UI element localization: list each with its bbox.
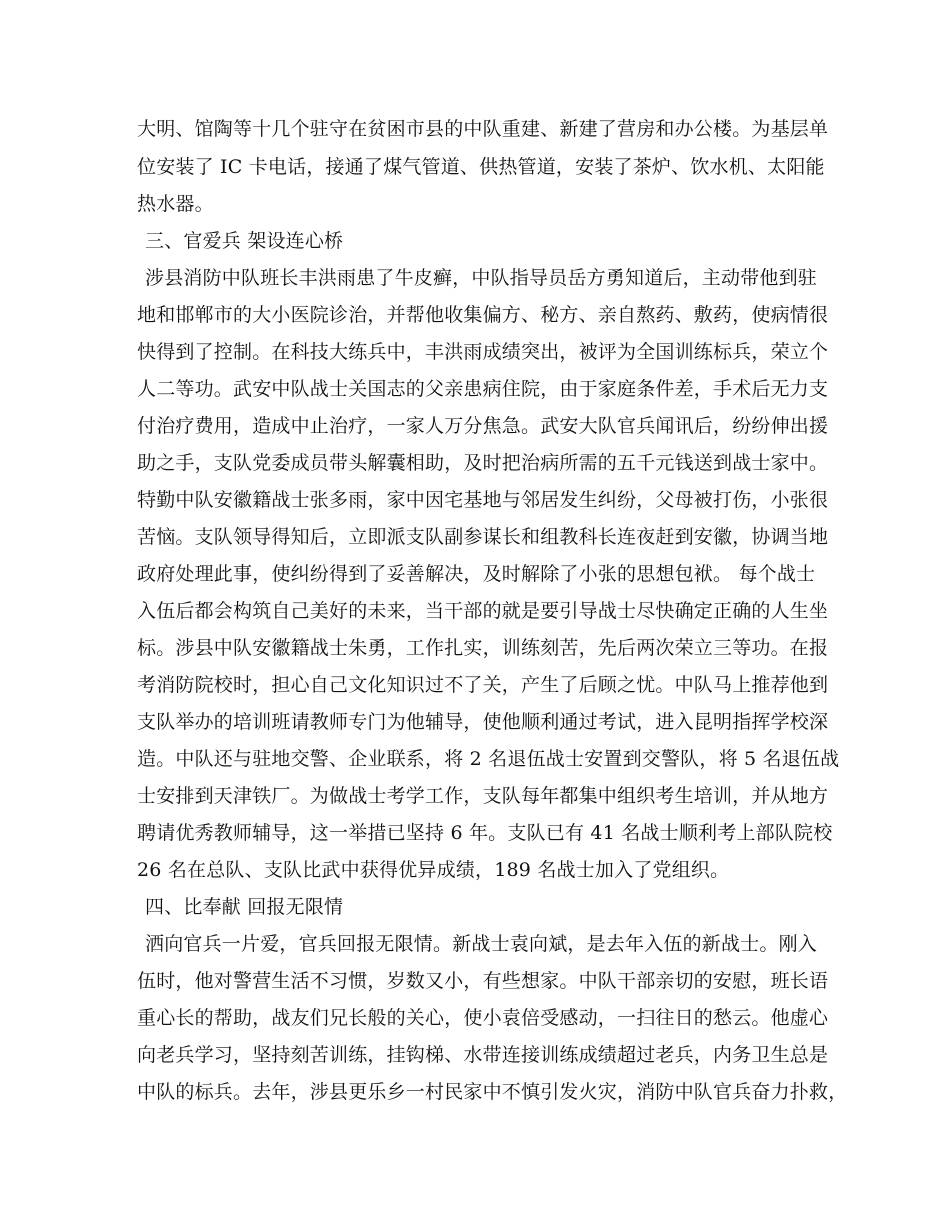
paragraph-line: 涉县消防中队班长丰洪雨患了牛皮癣，中队指导员岳方勇知道后，主动带他到驻 (145, 267, 818, 289)
paragraph-line: 热水器。 (137, 193, 214, 215)
paragraph-line: 考消防院校时，担心自己文化知识过不了关，产生了后顾之忧。中队马上推荐他到 (137, 674, 829, 696)
paragraph-line: 大明、馆陶等十几个驻守在贫困市县的中队重建、新建了营房和办公楼。为基层单 (137, 118, 829, 140)
paragraph-line: 特勤中队安徽籍战士张多雨，家中因宅基地与邻居发生纠纷，父母被打伤，小张很 (137, 489, 829, 511)
paragraph-line: 标。涉县中队安徽籍战士朱勇，工作扎实，训练刻苦，先后两次荣立三等功。在报 (137, 637, 829, 659)
section-heading: 三、官爱兵 架设连心桥 (145, 230, 344, 252)
paragraph-line: 人二等功。武安中队战士关国志的父亲患病住院，由于家庭条件差，手术后无力支 (137, 378, 829, 400)
paragraph-line: 苦恼。支队领导得知后，立即派支队副参谋长和组教科长连夜赶到安徽，协调当地 (137, 526, 829, 548)
paragraph-line: 地和邯郸市的大小医院诊治，并帮他收集偏方、秘方、亲自熬药、敷药，使病情很 (137, 304, 829, 326)
paragraph-line: 士安排到天津铁厂。为做战士考学工作，支队每年都集中组织考生培训，并从地方 (137, 785, 829, 807)
paragraph-line: 付治疗费用，造成中止治疗，一家人万分焦急。武安大队官兵闻讯后，纷纷伸出援 (137, 415, 829, 437)
section-heading: 四、比奉献 回报无限情 (145, 896, 344, 918)
paragraph-line: 洒向官兵一片爱，官兵回报无限情。新战士袁向斌，是去年入伍的新战士。刚入 (145, 933, 818, 955)
paragraph-line: 快得到了控制。在科技大练兵中，丰洪雨成绩突出，被评为全国训练标兵，荣立个 (137, 341, 829, 363)
paragraph-line: 伍时，他对警营生活不习惯，岁数又小，有些想家。中队干部亲切的安慰，班长语 (137, 970, 829, 992)
paragraph-line: 中队的标兵。去年，涉县更乐乡一村民家中不慎引发火灾，消防中队官兵奋力扑救， (137, 1081, 848, 1103)
paragraph-line: 重心长的帮助，战友们兄长般的关心，使小袁倍受感动，一扫往日的愁云。他虚心 (137, 1007, 829, 1029)
paragraph-line: 入伍后都会构筑自己美好的未来，当干部的就是要引导战士尽快确定正确的人生坐 (137, 600, 829, 622)
paragraph-line: 造。中队还与驻地交警、企业联系，将 2 名退伍战士安置到交警队，将 5 名退伍战 (137, 748, 840, 770)
paragraph-line: 向老兵学习，坚持刻苦训练，挂钩梯、水带连接训练成绩超过老兵，内务卫生总是 (137, 1044, 829, 1066)
paragraph-line: 助之手，支队党委成员带头解囊相助，及时把治病所需的五千元钱送到战士家中。 (137, 452, 829, 474)
paragraph-line: 聘请优秀教师辅导，这一举措已坚持 6 年。支队已有 41 名战士顺利考上部队院校 (137, 822, 833, 844)
paragraph-line: 26 名在总队、支队比武中获得优异成绩，189 名战士加入了党组织。 (137, 859, 730, 881)
paragraph-line: 位安装了 IC 卡电话，接通了煤气管道、供热管道，安装了茶炉、饮水机、太阳能 (137, 156, 825, 178)
paragraph-line: 政府处理此事，使纠纷得到了妥善解决，及时解除了小张的思想包袱。 每个战士 (137, 563, 816, 585)
paragraph-line: 支队举办的培训班请教师专门为他辅导，使他顺利通过考试，进入昆明指挥学校深 (137, 711, 829, 733)
